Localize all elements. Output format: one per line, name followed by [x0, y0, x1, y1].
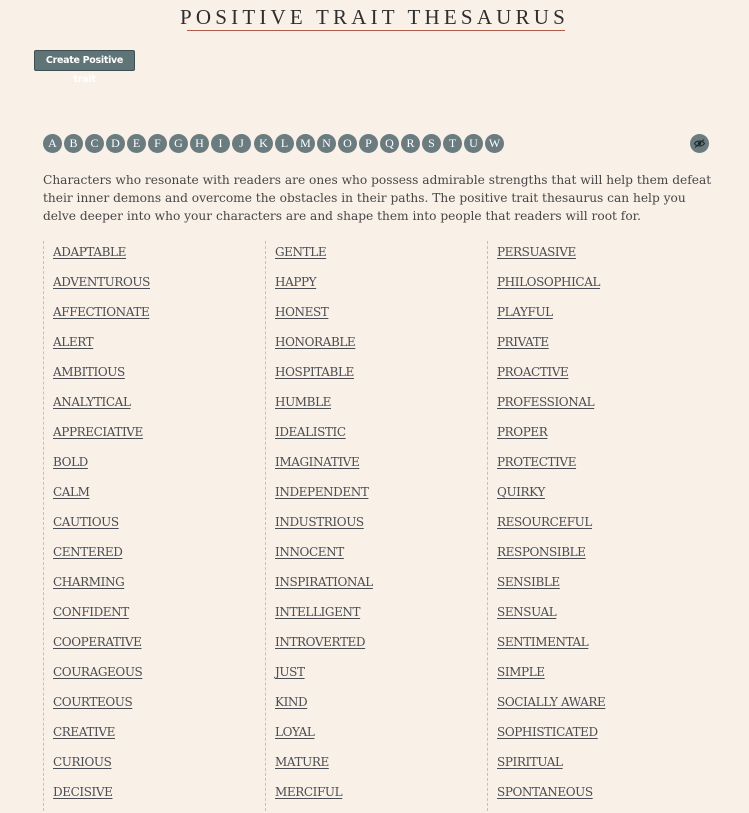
trait-list-item [44, 781, 254, 811]
trait-link-appreciative[interactable]: APPRECIATIVE [53, 425, 143, 439]
letter-nav-f[interactable]: F [148, 134, 167, 153]
trait-list-item [488, 391, 698, 421]
trait-list-item [266, 421, 476, 451]
letter-nav-p[interactable]: P [359, 134, 378, 153]
trait-link-socially-aware[interactable]: SOCIALLY AWARE [497, 695, 606, 709]
trait-link-private[interactable]: PRIVATE [497, 335, 549, 349]
trait-list-item [488, 571, 698, 601]
trait-link-creative[interactable]: CREATIVE [53, 725, 115, 739]
intro-paragraph: Characters who resonate with readers are ones who possess admirable strengths that will help them defeat their inner demons and overcome the obstacles in their paths. The positive trait thesaurus can help you delve deeper into who your characters are and shape them into people that readers will root for. [43, 173, 712, 223]
trait-link-gentle[interactable]: GENTLE [275, 245, 327, 259]
trait-list-item [266, 691, 476, 721]
trait-link-quirky[interactable]: QUIRKY [497, 485, 545, 499]
trait-list-item [488, 421, 698, 451]
trait-link-spontaneous[interactable]: SPONTANEOUS [497, 785, 593, 799]
trait-link-bold[interactable]: BOLD [53, 455, 88, 469]
trait-link-adventurous[interactable]: ADVENTUROUS [53, 275, 150, 289]
trait-link-persuasive[interactable]: PERSUASIVE [497, 245, 576, 259]
trait-list-item [266, 301, 476, 331]
letter-nav-s[interactable]: S [422, 134, 441, 153]
trait-list-item [488, 601, 698, 631]
trait-link-ambitious[interactable]: AMBITIOUS [53, 365, 125, 379]
trait-link-loyal[interactable]: LOYAL [275, 725, 315, 739]
trait-list-item [44, 331, 254, 361]
letter-nav-t[interactable]: T [443, 134, 462, 153]
trait-list-item [44, 691, 254, 721]
trait-list-item [266, 361, 476, 391]
create-positive-trait-button[interactable]: Create Positive trait [34, 50, 135, 71]
trait-list-item [44, 661, 254, 691]
trait-list-item [266, 391, 476, 421]
letter-nav-c[interactable]: C [85, 134, 104, 153]
trait-link-just[interactable]: JUST [275, 665, 305, 679]
trait-list-item [488, 631, 698, 661]
trait-list-item [266, 511, 476, 541]
letter-nav-g[interactable]: G [169, 134, 188, 153]
letter-nav-d[interactable]: D [106, 134, 125, 153]
trait-list-item [44, 601, 254, 631]
trait-link-humble[interactable]: HUMBLE [275, 395, 332, 409]
trait-link-imaginative[interactable]: IMAGINATIVE [275, 455, 360, 469]
trait-link-confident[interactable]: CONFIDENT [53, 605, 129, 619]
trait-link-resourceful[interactable]: RESOURCEFUL [497, 515, 592, 529]
trait-list-item [488, 661, 698, 691]
letter-nav-k[interactable]: K [254, 134, 273, 153]
trait-link-courteous[interactable]: COURTEOUS [53, 695, 133, 709]
trait-link-alert[interactable]: ALERT [53, 335, 94, 349]
trait-list-item [44, 571, 254, 601]
trait-link-proper[interactable]: PROPER [497, 425, 548, 439]
letter-nav-r[interactable]: R [401, 134, 420, 153]
trait-list-item [488, 271, 698, 301]
trait-link-proactive[interactable]: PROACTIVE [497, 365, 569, 379]
letter-nav-m[interactable]: M [296, 134, 315, 153]
letter-nav-l[interactable]: L [275, 134, 294, 153]
trait-link-happy[interactable]: HAPPY [275, 275, 317, 289]
trait-link-professional[interactable]: PROFESSIONAL [497, 395, 595, 409]
trait-link-idealistic[interactable]: IDEALISTIC [275, 425, 346, 439]
trait-link-intelligent[interactable]: INTELLIGENT [275, 605, 361, 619]
trait-list-item [488, 541, 698, 571]
trait-list-item [44, 421, 254, 451]
trait-list-item [266, 661, 476, 691]
trait-link-courageous[interactable]: COURAGEOUS [53, 665, 143, 679]
trait-link-introverted[interactable]: INTROVERTED [275, 635, 366, 649]
letter-nav-a[interactable]: A [43, 134, 62, 153]
trait-link-mature[interactable]: MATURE [275, 755, 329, 769]
trait-link-adaptable[interactable]: ADAPTABLE [53, 245, 126, 259]
trait-list-item [266, 271, 476, 301]
trait-list-item [266, 781, 476, 811]
trait-link-centered[interactable]: CENTERED [53, 545, 123, 559]
trait-column-1 [43, 241, 254, 813]
letter-nav-b[interactable]: B [64, 134, 83, 153]
trait-link-charming[interactable]: CHARMING [53, 575, 125, 589]
trait-link-decisive[interactable]: DECISIVE [53, 785, 113, 799]
trait-list-item [266, 541, 476, 571]
letter-nav-u[interactable]: U [464, 134, 483, 153]
trait-link-hospitable[interactable]: HOSPITABLE [275, 365, 354, 379]
trait-list-item [488, 361, 698, 391]
trait-list-item [44, 481, 254, 511]
trait-list-item [266, 721, 476, 751]
trait-list-item [44, 391, 254, 421]
letter-nav-j[interactable]: J [232, 134, 251, 153]
trait-link-innocent[interactable]: INNOCENT [275, 545, 344, 559]
trait-link-cautious[interactable]: CAUTIOUS [53, 515, 119, 529]
letter-nav-h[interactable]: H [190, 134, 209, 153]
trait-list-item [44, 271, 254, 301]
trait-list-item [488, 481, 698, 511]
trait-list-item [44, 241, 254, 271]
title-underline [187, 30, 565, 31]
trait-link-independent[interactable]: INDEPENDENT [275, 485, 369, 499]
trait-link-sensual[interactable]: SENSUAL [497, 605, 557, 619]
trait-list-item [488, 751, 698, 781]
trait-list-item [488, 511, 698, 541]
trait-list-item [488, 691, 698, 721]
trait-link-sophisticated[interactable]: SOPHISTICATED [497, 725, 598, 739]
trait-list-item [44, 721, 254, 751]
trait-list-item [44, 451, 254, 481]
trait-list-item [44, 511, 254, 541]
trait-link-inspirational[interactable]: INSPIRATIONAL [275, 575, 373, 589]
trait-list-item [266, 451, 476, 481]
trait-link-analytical[interactable]: ANALYTICAL [53, 395, 131, 409]
letter-nav-w[interactable]: W [485, 134, 504, 153]
trait-link-responsible[interactable]: RESPONSIBLE [497, 545, 586, 559]
letter-nav-e[interactable]: E [127, 134, 146, 153]
trait-list-item [44, 751, 254, 781]
eye-icon [694, 139, 705, 148]
trait-list-item [266, 481, 476, 511]
trait-list-item [266, 601, 476, 631]
trait-list-item [44, 301, 254, 331]
trait-link-affectionate[interactable]: AFFECTIONATE [53, 305, 150, 319]
trait-link-playful[interactable]: PLAYFUL [497, 305, 553, 319]
trait-link-philosophical[interactable]: PHILOSOPHICAL [497, 275, 601, 289]
trait-link-honorable[interactable]: HONORABLE [275, 335, 356, 349]
trait-list-item [266, 241, 476, 271]
trait-link-spiritual[interactable]: SPIRITUAL [497, 755, 563, 769]
trait-link-honest[interactable]: HONEST [275, 305, 329, 319]
trait-list-item [488, 241, 698, 271]
trait-link-sensible[interactable]: SENSIBLE [497, 575, 560, 589]
trait-list-item [44, 631, 254, 661]
page-title: POSITIVE TRAIT THESAURUS [180, 5, 569, 29]
letter-nav-i[interactable]: I [211, 134, 230, 153]
trait-list-item [266, 331, 476, 361]
trait-link-simple[interactable]: SIMPLE [497, 665, 545, 679]
trait-list-item [488, 301, 698, 331]
trait-column-2 [265, 241, 476, 813]
trait-column-3 [487, 241, 698, 813]
letter-nav-q[interactable]: Q [380, 134, 399, 153]
trait-list-item [44, 361, 254, 391]
visibility-toggle-button[interactable] [690, 134, 709, 153]
trait-link-calm[interactable]: CALM [53, 485, 90, 499]
trait-list-item [44, 541, 254, 571]
trait-link-curious[interactable]: CURIOUS [53, 755, 112, 769]
trait-list-item [266, 631, 476, 661]
trait-list-item [266, 751, 476, 781]
trait-list-item [266, 571, 476, 601]
trait-link-merciful[interactable]: MERCIFUL [275, 785, 343, 799]
letter-nav-o[interactable]: O [338, 134, 357, 153]
trait-link-sentimental[interactable]: SENTIMENTAL [497, 635, 589, 649]
trait-list-item [488, 721, 698, 751]
letter-nav-n[interactable]: N [317, 134, 336, 153]
trait-link-cooperative[interactable]: COOPERATIVE [53, 635, 142, 649]
trait-list-item [488, 331, 698, 361]
trait-link-industrious[interactable]: INDUSTRIOUS [275, 515, 364, 529]
trait-link-protective[interactable]: PROTECTIVE [497, 455, 577, 469]
trait-link-kind[interactable]: KIND [275, 695, 308, 709]
trait-list-item [488, 781, 698, 811]
trait-list-item [488, 451, 698, 481]
